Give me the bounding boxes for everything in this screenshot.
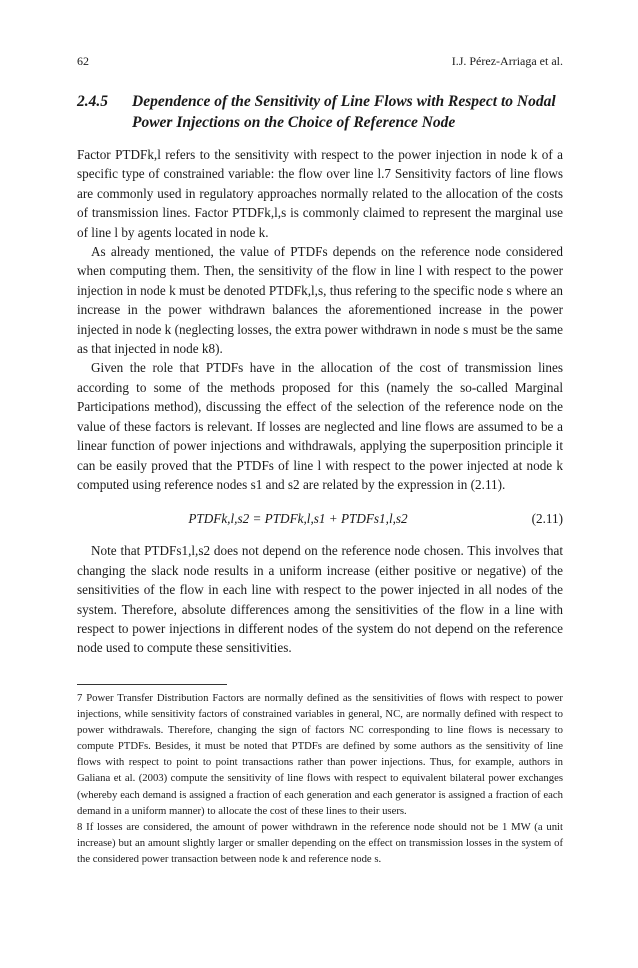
footnote-7: 7 Power Transfer Distribution Factors are normally defined as the sensitivities of flows with respect to power injections, while sensitivity factors of constrained variables in general, NC, are normally defined with respect to power withdrawals. Therefore, changing the sign of factors NC corresponding to line flows is necessary to compute PTDFs. Besides, it must be noted that PTDFs are defined by some authors as the sensitivity of line flows with respect to point to point transactions rather than power injections. Thus, for example, authors in Galiana et al. (2003) compute the sensitivity of line flows with respect to equivalent bilateral power exchanges (whereby each demand is assigned a fraction of each generation and each generator is assigned a fraction of each demand in a uniform manner) to allocate the cost of these lines to their users. <box>77 692 563 817</box>
footnotes <box>77 690 563 867</box>
equation-formula: PTDFk,l,s2 = PTDFk,l,s1 + PTDFs1,l,s2 <box>188 510 408 526</box>
equation-number: (2.11) <box>531 510 563 526</box>
equation-2-11 <box>77 505 563 531</box>
page-number: 62 <box>77 54 89 68</box>
paragraph-3: Given the role that PTDFs have in the allocation of the cost of transmission lines according to some of the methods proposed for this (namely the so-called Marginal Participations method), discussing the effect of the selection of the reference node on the value of these factors is relevant. If losses are neglected and line flows are assumed to be a linear function of power injections and withdrawals, applying the superposition principle it can be easily proved that the PTDFs of line l with respect to the power injected at node k computed using reference nodes s1 and s2 are related by the expression in (2.11). <box>77 360 563 492</box>
section-heading <box>77 91 563 133</box>
page <box>77 54 563 658</box>
paragraph-4: Note that PTDFs1,l,s2 does not depend on the reference node chosen. This involves that changing the slack node results in a uniform increase (either positive or negative) of the sensitivities of the flow in each line with respect to the power injected in all nodes of the system. Therefore, absolute differences among the sensitivities of the flow in a line with respect to power injections in different nodes of the system do not depend on the reference node used to compute these sensitivities. <box>77 543 563 656</box>
paragraph-2: As already mentioned, the value of PTDFs depends on the reference node considered when computing them. Then, the sensitivity of the flow in line l with respect to the power injection in node k must be denoted PTDFk,l,s, thus refering to the specific node s where an increase in the power withdrawn balances the aforementioned increase in the power injected in node k (neglecting losses, the extra power withdrawn in node s must be the same as that injected in node k8). <box>77 244 563 357</box>
section-number: 2.4.5 <box>77 93 108 110</box>
paragraph-1: Factor PTDFk,l refers to the sensitivity with respect to the power injection in node k of a specific type of constrained variable: the flow over line l.7 Sensitivity factors of line flows are commonly used in regulatory approaches normally related to the allocation of the costs of transmission lines. Factor PTDFk,l,s is commonly claimed to represent the marginal use of line l by agents located in node k. <box>77 147 563 240</box>
running-head-authors: I.J. Pérez-Arriaga et al. <box>451 54 563 68</box>
footnote-8: 8 If losses are considered, the amount of power withdrawn in the reference node should not be 1 MW (a unit increase) but an amount slightly larger or smaller depending on the effect on transmission losses in the system of the considered power transaction between node k and reference node s. <box>77 820 563 865</box>
section-title: Dependence of the Sensitivity of Line Flows with Respect to Nodal Power Injections on the Choice of Reference Node <box>132 93 556 131</box>
footnote-rule <box>77 684 227 685</box>
body-text <box>77 145 563 658</box>
running-head <box>77 54 563 68</box>
